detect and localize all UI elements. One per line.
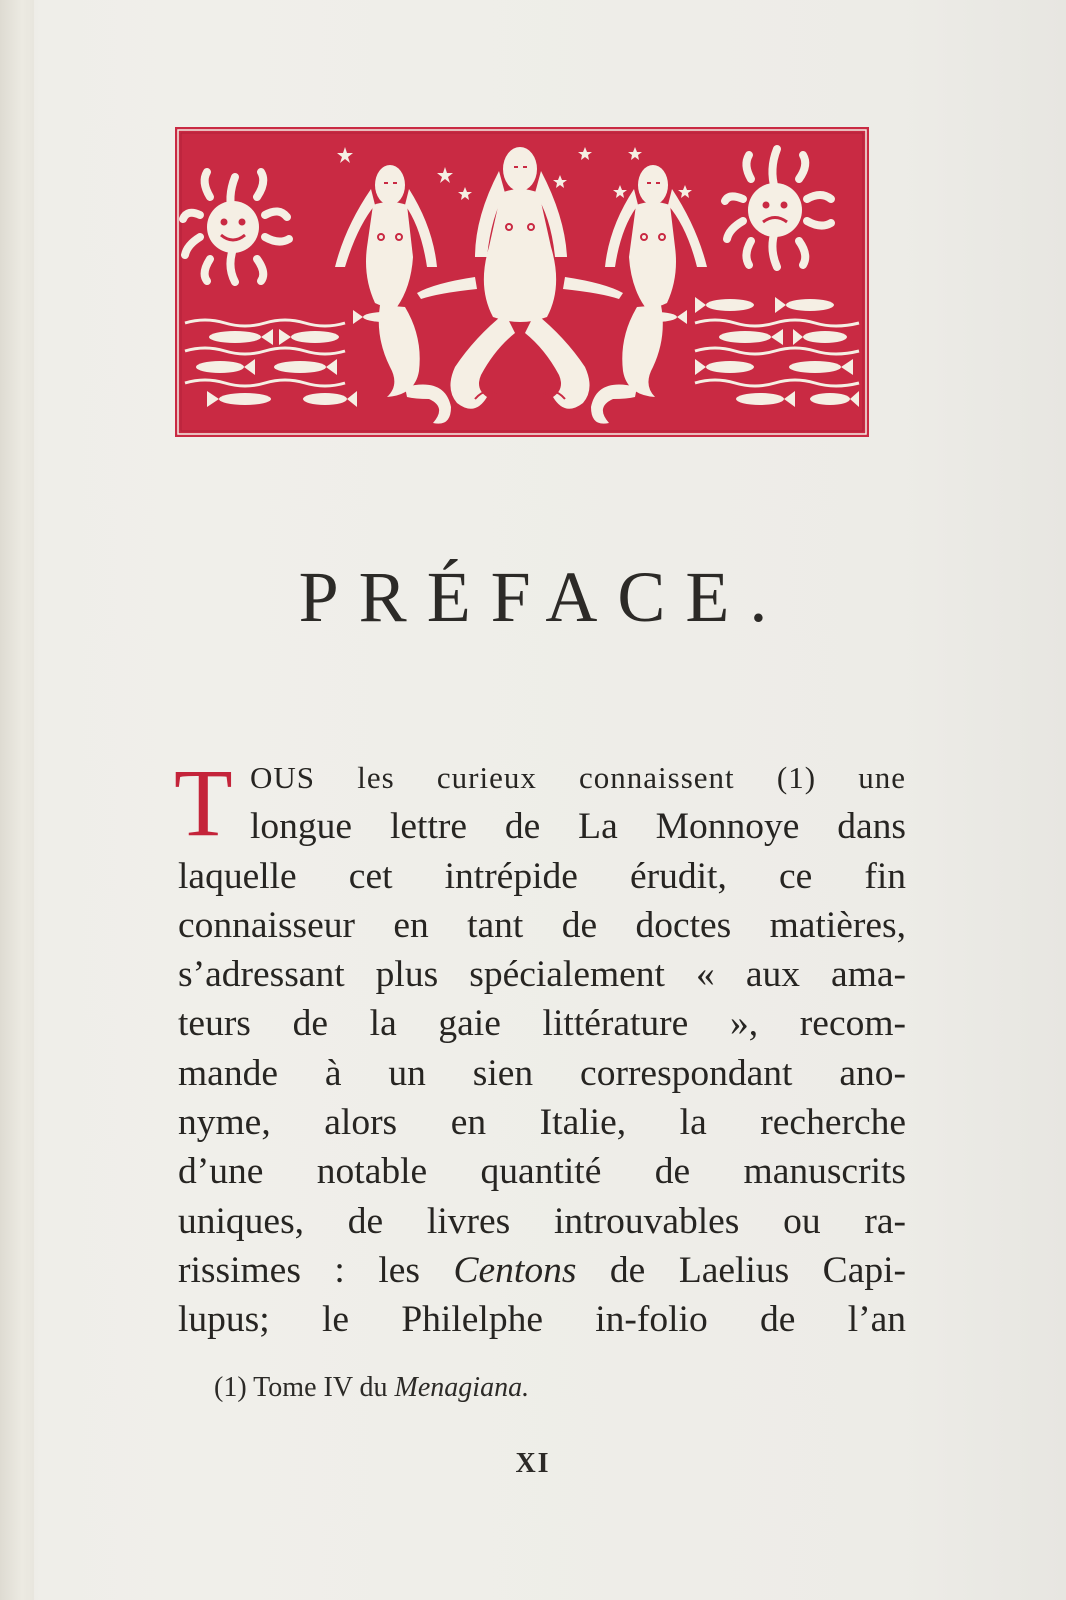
italic-title: Centons [453, 1249, 577, 1291]
drop-cap: T [174, 749, 233, 856]
book-gutter [0, 0, 34, 1600]
text-line: nyme, alors en Italie, la recherche [178, 1102, 906, 1144]
text-line: mande à un sien correspondant ano- [178, 1052, 906, 1094]
header-vignette [175, 127, 869, 437]
text-line: laquelle cet intrépide érudit, ce fin [178, 855, 906, 897]
text-line: rissimes : les Centons de Laelius Capi- [178, 1249, 906, 1291]
text-line: teurs de la gaie littérature », recom- [178, 1003, 906, 1045]
footnote: (1) Tome IV du Menagiana. [214, 1372, 530, 1403]
text-line: uniques, de livres introuvables ou ra- [178, 1200, 906, 1242]
page-number: XI [515, 1448, 551, 1479]
text-line: s’adressant plus spécialement « aux ama- [178, 954, 906, 996]
text-line: OUS les curieux connaissent (1) une [250, 760, 906, 795]
page-title: PRÉFACE. [298, 557, 788, 637]
body-text [174, 749, 906, 1345]
text-line: d’une notable quantité de manuscrits [178, 1151, 906, 1193]
text-line: longue lettre de La Monnoye dans [250, 806, 906, 848]
text-line: connaisseur en tant de doctes matières, [178, 904, 906, 946]
text-line: lupus; le Philelphe in-folio de l’an [178, 1299, 906, 1341]
